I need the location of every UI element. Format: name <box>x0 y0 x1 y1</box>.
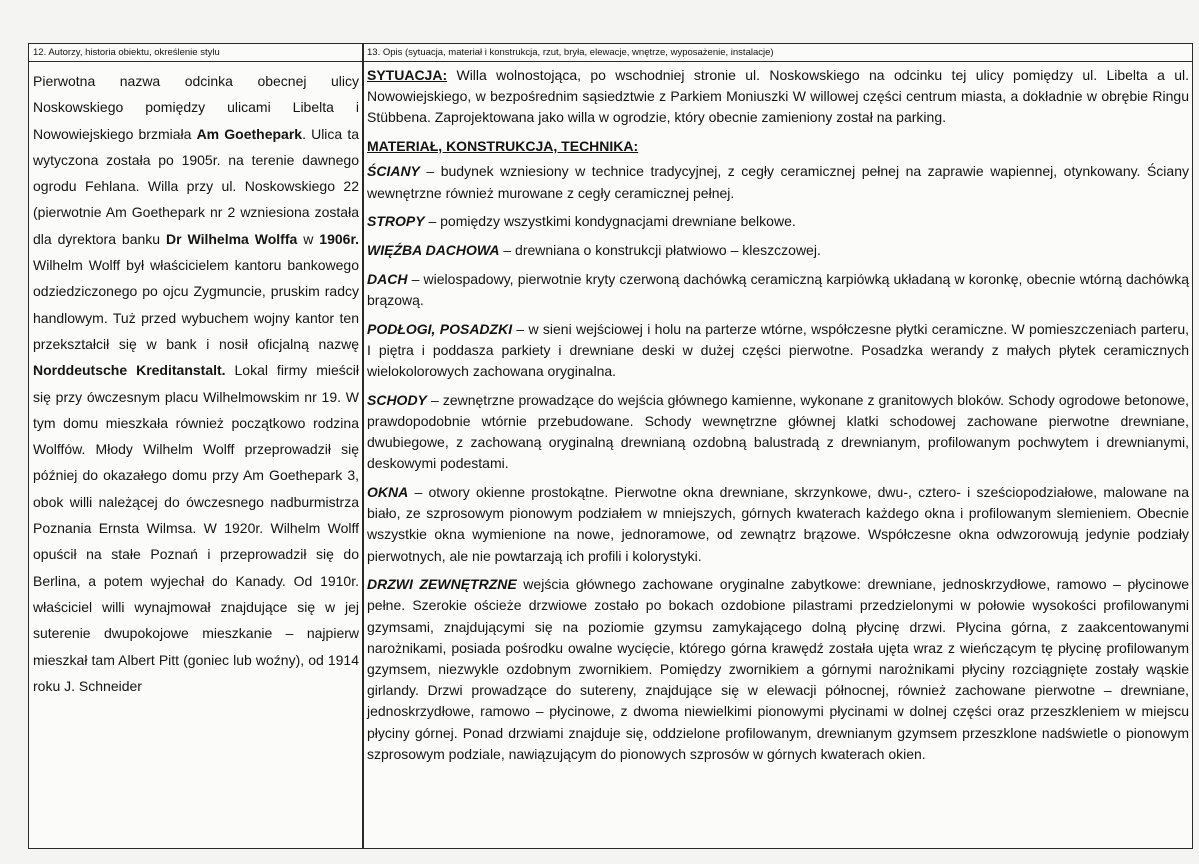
situation-label: SYTUACJA: <box>367 67 448 83</box>
column-divider <box>362 44 364 848</box>
walls-label: ŚCIANY <box>367 163 420 180</box>
truss-paragraph <box>367 240 1189 261</box>
ceilings-paragraph <box>367 211 1189 232</box>
truss-label: WIĘŹBA DACHOWA <box>367 241 500 258</box>
windows-paragraph <box>367 482 1189 567</box>
section-13-header: 13. Opis (sytuacja, materiał i konstrukcja, rzut, bryła, elewacje, wnętrze, wyposażenie, instalacje) <box>367 47 774 58</box>
windows-label: OKNA <box>367 483 409 500</box>
walls-paragraph <box>367 161 1189 203</box>
history-text-2: . Ulica ta wytyczona została po 1905r. na terenie dawnego ogrodu Fehlana. Willa przy ul. Noskowskiego 22 (pierwotnie Am Goethepark nr 2 wzniesiona została dla dyrektora banku <box>33 125 360 247</box>
header-rule <box>29 61 1192 62</box>
ceilings-label: STROPY <box>367 213 425 230</box>
street-name-bold: Am Goethepark <box>196 125 303 142</box>
situation-text: Willa wolnostojąca, po wschodniej stronie ul. Noskowskiego na odcinku tej ulicy pomiędzy ul. Libelta a ul. Nowowiejskiego, w bezpośrednim sąsiedztwie z Parkiem Moniuszki W willowej części centrum miasta, a dokładnie w obrębie Ringu Stübbena. Zaprojektowana jako willa w ogrodzie, który obecnie zamieniony został na parking. <box>367 67 1189 126</box>
owner-name-bold: Dr Wilhelma Wolffa <box>166 230 298 247</box>
history-paragraph <box>33 68 359 699</box>
history-text-4: Wilhelm Wolff był właścicielem kantoru bankowego odziedziczonego po ojcu Zygmuncie, pruskim radcy handlowym. Tuż przed wybuchem wojny kantor ten przekształcił się w bank i nosił oficjalną nazwę <box>33 257 359 352</box>
year-bold: 1906r. <box>319 230 360 247</box>
floors-label: PODŁOGI, POSADZKI <box>367 320 513 337</box>
description-column <box>367 65 1189 773</box>
stairs-text: – zewnętrzne prowadzące do wejścia głównego kamienne, wykonane z granitowych bloków. Schody ogrodowe betonowe, prawdopodobnie wtórnie przebudowane. Schody wewnętrzne głównej klatki schodowej zachowane pierwotne drewniane, dwubiegowe, z zachowaną oryginalną drewnianą ozdobną balustradą z drewnianym, profilowanym pochwytem i drewnianymi, deskowymi podestami. <box>367 391 1189 472</box>
history-column <box>33 68 359 699</box>
roof-paragraph <box>367 269 1189 311</box>
doors-label: DRZWI ZEWNĘTRZNE <box>367 576 517 593</box>
history-text-3: w <box>297 230 320 247</box>
history-text-5: Lokal firmy mieścił się przy ówczesnym placu Wilhelmowskim nr 19. W tym domu mieszkała również początkowo rodzina Wolffów. Młody Wilhelm Wolff przeprowadził się później do okazałego domu przy Am Goethepark 3, obok willi należącej do ówczesnego nadburmistrza Poznania Ernsta Wilmsa. W 1920r. Wilhelm Wolff opuścił na stałe Poznań i przeprowadził się do Berlina, a potem wyjechał do Kanady. Od 1910r. właściciel willi wynajmował znajdujące się w jej suterenie dwupokojowe mieszkanie – najpierw mieszkał tam Albert Pitt (goniec lub woźny), od 1914 roku J. Schneider <box>33 362 359 694</box>
material-heading-paragraph <box>367 136 1189 157</box>
floors-paragraph <box>367 319 1189 383</box>
floors-text: – w sieni wejściowej i holu na parterze wtórne, współczesne płytki ceramiczne. W pomieszczeniach parteru, I piętra i poddasza parkiety i drewniane deski w dużej części pierwotne. Posadzka werandy z małych płytek ceramicznych wielokolorowych zachowana oryginalna. <box>367 320 1189 379</box>
ceilings-text: – pomiędzy wszystkimi kondygnacjami drewniane belkowe. <box>424 213 796 230</box>
bank-name-bold: Norddeutsche Kreditanstalt. <box>33 362 226 379</box>
stairs-paragraph <box>367 390 1189 475</box>
roof-text: – wielospadowy, pierwotnie kryty czerwoną dachówką ceramiczną karpiówką układaną w koronkę, obecnie wtórną dachówką brązową. <box>367 270 1189 308</box>
doors-text: wejścia głównego zachowane oryginalne zabytkowe: drewniane, jednoskrzydłowe, ramowo – płycinowe pełne. Szerokie ościeże drzwiowe zostało po bokach ozdobione pilastrami przedzielonymi w połowie wysokości profilowanymi gzymsami, znajdującymi się na poziomie gzymsu zamykającego dolną płycinę drzwi. Płycina górna, z zaakcentowanymi narożnikami, posiada pośrodku owalne wycięcie, którego górna krawędź została ujęta wraz z wieńczącym tę płycinę profilowanym gzymsem, niezwykle ozdobnym zwornikiem. Pomiędzy zwornikiem a górnymi narożnikami płyciny rozciągnięte zostały wąskie girlandy. Drzwi prowadzące do sutereny, znajdujące się w elewacji północnej, również zachowane pierwotne – drewniane, jednoskrzydłowe, ramowo – płycinowe, z dwoma niewielkimi pionowymi płycinami w dolnej części oraz przeszkleniem w miejscu płyciny górnej. Ponad drzwiami znajduje się, oddzielone profilowanym, drewnianym gzymsem przeszklone nadświetle o pionowym szprosowym podziale, nawiązującym do pionowych szprosów w górnych kwaterach okien. <box>367 576 1189 762</box>
windows-text: – otwory okienne prostokątne. Pierwotne okna drewniane, skrzynkowe, dwu-, cztero- i sześciopodziałowe, malowane na biało, ze szprosowym pionowym podziałem w mniejszych, górnych kwaterach każdego okna i profilowanym slemieniem. Obecnie wszystkie okna wymienione na nowe, jednoramowe, od zewnątrz brązowe. Współczesne okna odwzorowują jedynie podziały pierwotnych, ale nie powtarzają ich profili i kolorystyki. <box>367 483 1189 564</box>
doors-paragraph <box>367 574 1189 765</box>
walls-text: – budynek wzniesiony w technice tradycyjnej, z cegły ceramicznej pełnej na zaprawie wapiennej, otynkowany. Ściany wewnętrzne również murowane z cegły ceramicznej pełnej. <box>367 163 1189 201</box>
situation-paragraph <box>367 65 1189 129</box>
truss-text: – drewniana o konstrukcji płatwiowo – kleszczowej. <box>499 241 821 258</box>
history-text-1: Pierwotna nazwa odcinka obecnej ulicy Noskowskiego pomiędzy ulicami Libelta i Nowowiejskiego brzmiała <box>33 73 359 142</box>
material-heading: MATERIAŁ, KONSTRUKCJA, TECHNIKA: <box>367 138 639 155</box>
form-frame <box>28 43 1193 849</box>
section-12-header: 12. Autorzy, historia obiektu, określenie stylu <box>33 47 220 58</box>
roof-label: DACH <box>367 270 408 287</box>
stairs-label: SCHODY <box>367 391 427 408</box>
